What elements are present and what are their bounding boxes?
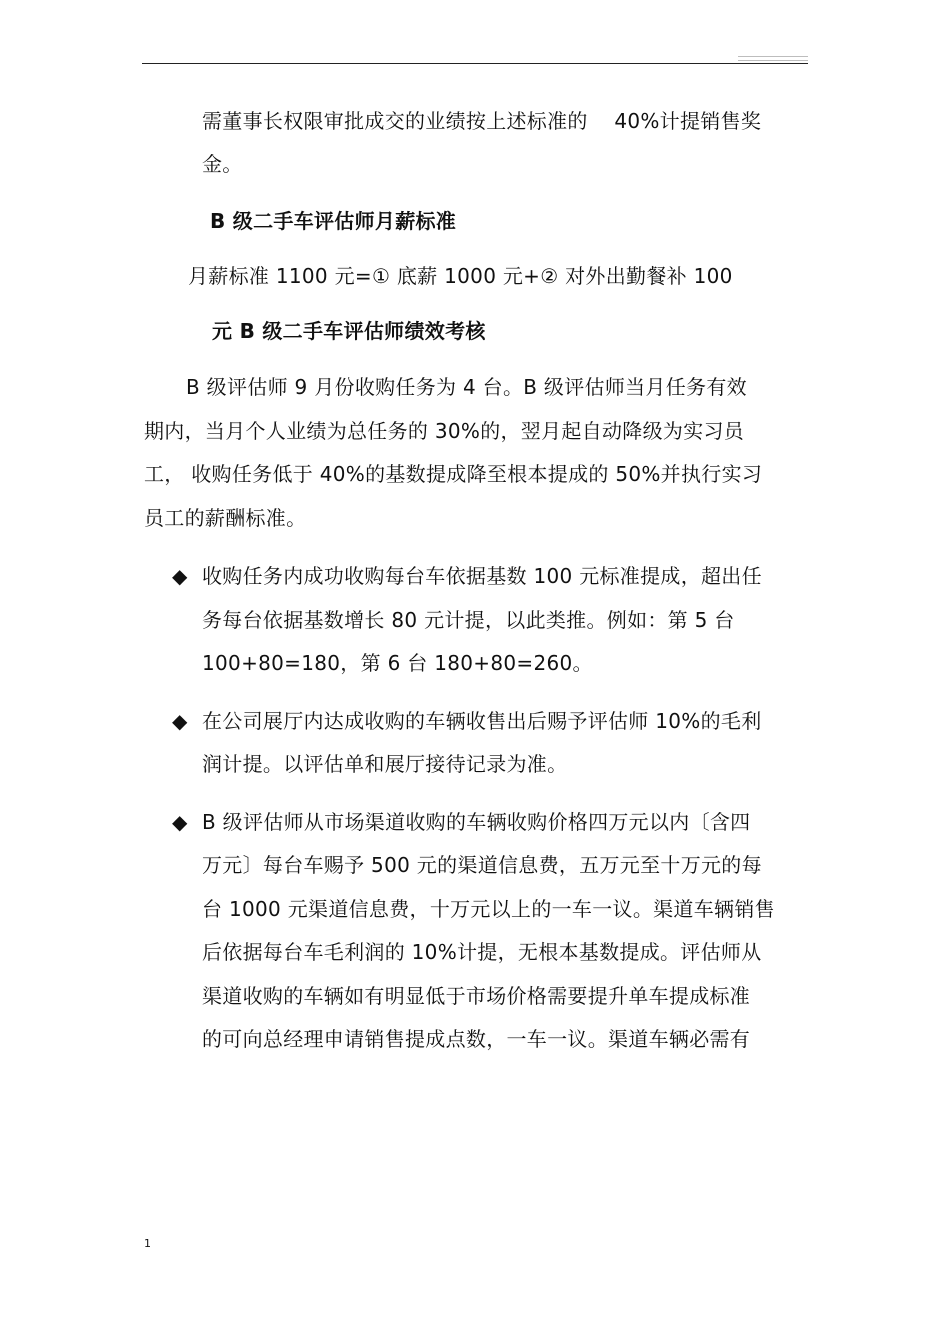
bullet-1-line-2: 务每台依据基数增长 80 元计提，以此类推。例如：第 5 台 (202, 608, 735, 632)
heading-performance-assessment: 元 B 级二手车评估师绩效考核 (212, 319, 486, 343)
assessment-line-4: 员工的薪酬标准。 (144, 506, 307, 530)
page-number: 1 (144, 1237, 151, 1250)
assessment-line-3: 工， 收购任务低于 40%的基数提成降至根本提成的 50%并执行实习 (144, 462, 763, 486)
assessment-line-2: 期内，当月个人业绩为总任务的 30%的，翌月起自动降级为实习员 (144, 419, 745, 443)
bullet-1-line-3: 100+80=180，第 6 台 180+80=260。 (202, 651, 593, 675)
bullet-1-line-1: 收购任务内成功收购每台车依据基数 100 元标准提成，超出任 (202, 564, 762, 588)
bullet-3-line-1: B 级评估师从市场渠道收购的车辆收购价格四万元以内〔含四 (202, 810, 751, 834)
heading-monthly-salary: B 级二手车评估师月薪标准 (210, 209, 457, 233)
bullet-3-line-4: 后依据每台车毛利润的 10%计提，无根本基数提成。评估师从 (202, 940, 762, 964)
intro-line-1: 需董事长权限审批成交的业绩按上述标准的 40%计提销售奖 (202, 109, 762, 133)
bullet-3-line-2: 万元〕每台车赐予 500 元的渠道信息费，五万元至十万元的每 (202, 853, 762, 877)
bullet-diamond-icon: ◆ (172, 810, 188, 834)
bullet-2-line-1: 在公司展厅内达成收购的车辆收售出后赐予评估师 10%的毛利 (202, 709, 762, 733)
header-rule (142, 63, 808, 64)
bullet-3-line-3: 台 1000 元渠道信息费，十万元以上的一车一议。渠道车辆销售 (202, 897, 775, 921)
intro-line-2: 金。 (202, 152, 243, 176)
assessment-line-1: B 级评估师 9 月份收购任务为 4 台。B 级评估师当月任务有效 (186, 375, 747, 399)
salary-standard-line: 月薪标准 1100 元=① 底薪 1000 元+② 对外出勤餐补 100 (188, 264, 733, 288)
bullet-3-line-5: 渠道收购的车辆如有明显低于市场价格需要提升单车提成标准 (202, 984, 751, 1008)
header-decoration (738, 56, 808, 64)
bullet-2-line-2: 润计提。以评估单和展厅接待记录为准。 (202, 752, 568, 776)
bullet-diamond-icon: ◆ (172, 709, 188, 733)
bullet-diamond-icon: ◆ (172, 564, 188, 588)
bullet-3-line-6: 的可向总经理申请销售提成点数，一车一议。渠道车辆必需有 (202, 1027, 751, 1051)
